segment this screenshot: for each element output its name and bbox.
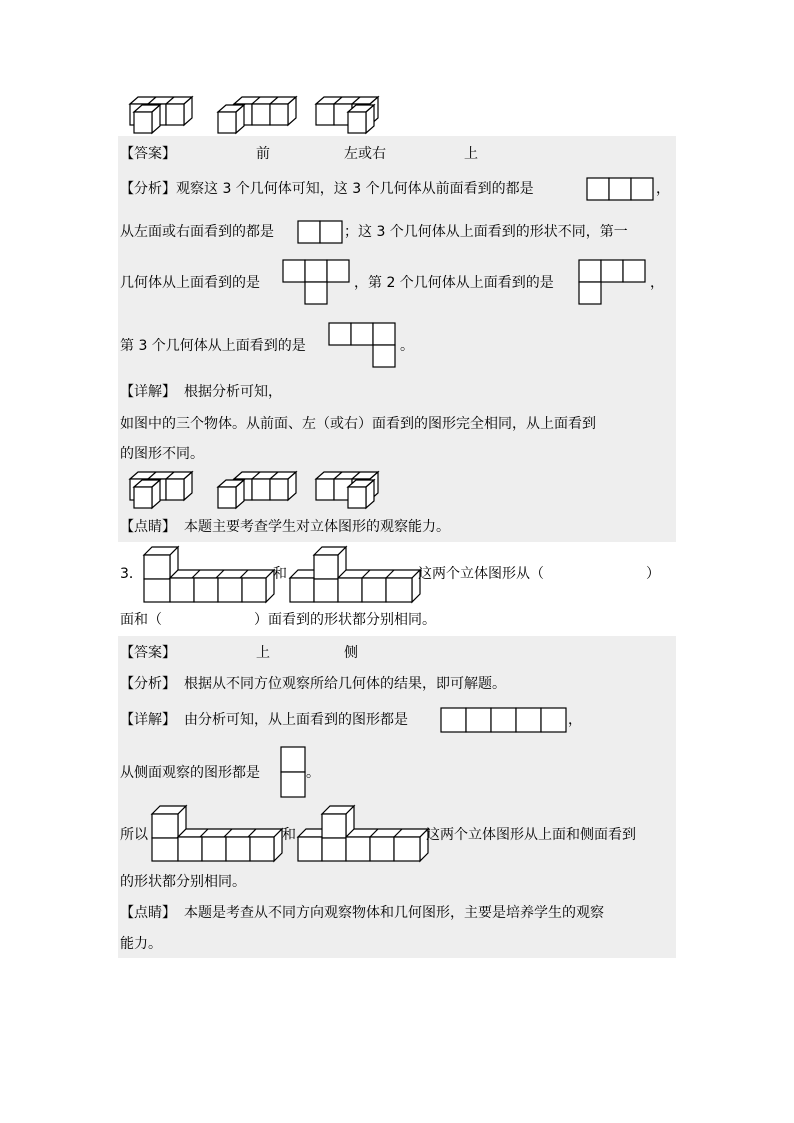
question-3-number: 3． <box>120 566 143 582</box>
comment-label: 【点睛】 <box>120 519 176 535</box>
top-view-figure-2 <box>578 259 650 307</box>
detail-label: 【详解】 <box>120 384 176 400</box>
analysis-line-1: 观察这 3 个几何体可知，这 3 个几何体从前面看到的都是 <box>176 181 534 197</box>
answer-label: 【答案】 <box>120 146 176 162</box>
q3-detail-line-2-end: 。 <box>306 765 320 781</box>
q3-analysis-text: 根据从不同方位观察所给几何体的结果，即可解题。 <box>184 676 506 692</box>
solid-figure-2 <box>214 96 300 138</box>
solid-figure-3-repeat <box>314 471 394 513</box>
q3-solid-b-repeat <box>296 805 428 863</box>
solid-figure-1-repeat <box>120 471 200 513</box>
q3-detail-line-1: 由分析可知，从上面看到的图形都是 <box>184 712 408 728</box>
front-view-three-squares <box>586 177 656 201</box>
detail-line-3: 的图形不同。 <box>120 446 204 462</box>
q3-detail-line-4: 的形状都分别相同。 <box>120 874 246 890</box>
analysis-line-2a: 从左面或右面看到的都是 <box>120 224 274 240</box>
analysis-line-4-end: 。 <box>400 338 414 354</box>
q3-detail-line-3c: 这两个立体图形从上面和侧面看到 <box>426 827 636 843</box>
q3-text-a: 这两个立体图形从（ <box>418 566 544 582</box>
q3-comment-line-1: 本题是考查从不同方向观察物体和几何图形，主要是培养学生的观察 <box>184 905 604 921</box>
q3-side-view-two-squares <box>280 746 306 798</box>
comment-text: 本题主要考查学生对立体图形的观察能力。 <box>184 519 450 535</box>
analysis-line-4: 第 3 个几何体从上面看到的是 <box>120 338 306 354</box>
q3-detail-label: 【详解】 <box>120 712 176 728</box>
q3-solid-b <box>288 546 420 604</box>
analysis-line-3b: ，第 2 个几何体从上面看到的是 <box>354 275 554 291</box>
q3-comment-line-2: 能力。 <box>120 936 162 952</box>
q3-answer-side: 侧 <box>344 645 358 661</box>
solid-figure-3 <box>314 96 394 138</box>
q3-detail-line-3b: 和 <box>282 827 296 843</box>
solid-figure-1 <box>120 96 200 138</box>
answer-left-or-right: 左或右 <box>344 146 386 162</box>
q3-analysis-label: 【分析】 <box>120 676 176 692</box>
q3-text-b-end: ）面看到的形状都分别相同。 <box>254 612 436 628</box>
q3-answer-top: 上 <box>256 645 270 661</box>
top-view-figure-3 <box>328 322 400 370</box>
analysis-label: 【分析】 <box>120 181 176 197</box>
q3-connector: 和 <box>273 566 287 582</box>
q3-solid-a <box>142 546 274 604</box>
q3-detail-line-3a: 所以 <box>120 827 148 843</box>
side-view-two-squares <box>297 220 345 244</box>
q3-detail-line-2: 从侧面观察的图形都是 <box>120 765 260 781</box>
detail-line-2: 如图中的三个物体。从前面、左（或右）面看到的图形完全相同，从上面看到 <box>120 416 596 432</box>
answer-front: 前 <box>256 146 270 162</box>
q3-top-view-five-squares <box>440 707 570 733</box>
analysis-line-2b: ；这 3 个几何体从上面看到的形状不同，第一 <box>344 224 628 240</box>
answer-top: 上 <box>464 146 478 162</box>
q3-solid-a-repeat <box>150 805 282 863</box>
detail-line-1: 根据分析可知， <box>184 384 282 400</box>
q3-text-a-close: ） <box>646 566 660 582</box>
q3-answer-label: 【答案】 <box>120 645 176 661</box>
analysis-line-1-end: ， <box>656 181 670 197</box>
q3-comment-label: 【点睛】 <box>120 905 176 921</box>
analysis-line-3a: 几何体从上面看到的是 <box>120 275 260 291</box>
solid-figure-2-repeat <box>214 471 300 513</box>
analysis-line-3-end: ， <box>650 275 664 291</box>
top-view-figure-1 <box>282 259 354 307</box>
q3-text-b: 面和（ <box>120 612 162 628</box>
q3-detail-line-1-end: ， <box>568 712 582 728</box>
